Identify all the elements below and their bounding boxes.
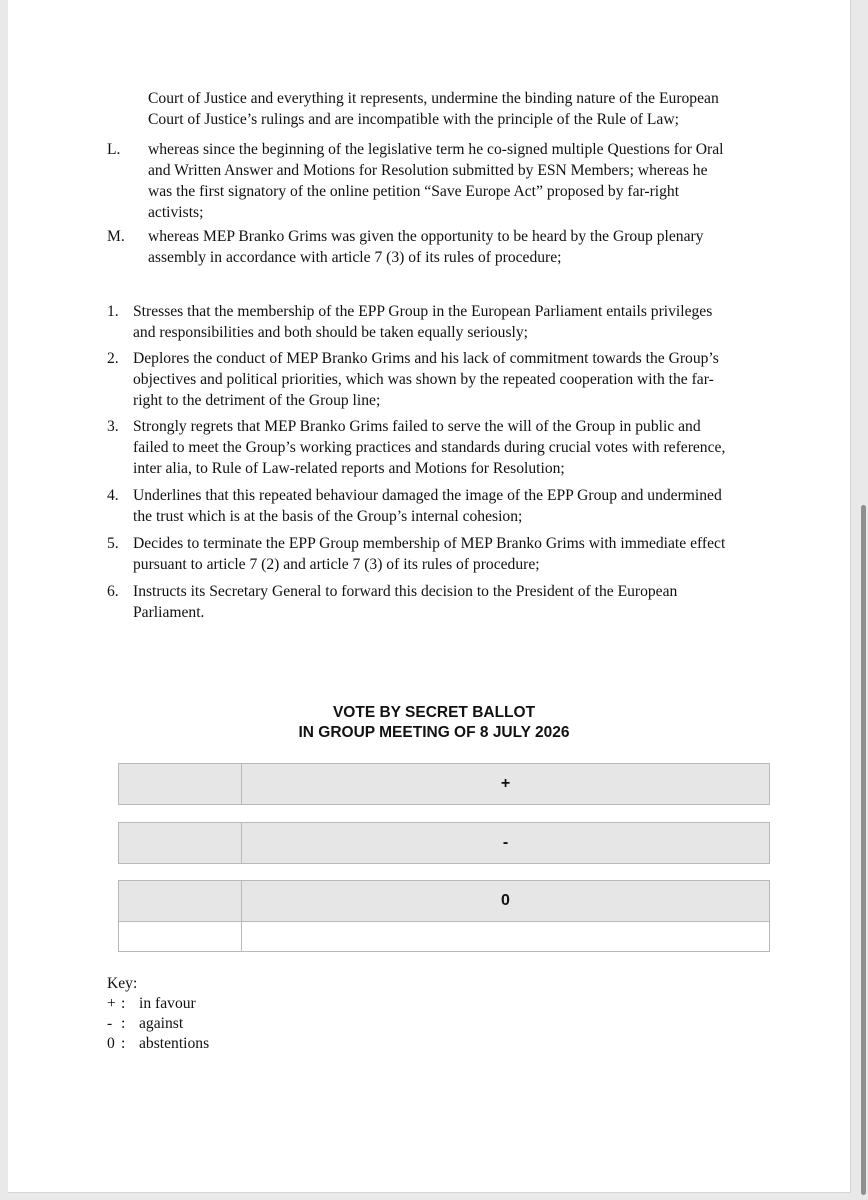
vote-count-cell [119,823,242,863]
recital-line: and Written Answer and Motions for Resolution submitted by ESN Members; whereas he [148,162,708,179]
paragraph-line: Parliament. [133,604,205,621]
blank-cell [119,922,242,951]
vote-title [0,703,868,743]
recital-line: was the first signatory of the online petition “Save Europe Act” proposed by far-right [148,183,680,200]
vote-row [119,764,769,804]
vote-symbol-minus: - [502,834,509,851]
recital-line: whereas since the beginning of the legislative term he co-signed multiple Questions for Oral [148,141,724,158]
paragraph-number: 4. [107,487,119,504]
recital-line: assembly in accordance with article 7 (3) of its rules of procedure; [148,249,562,266]
vote-count-cell [119,764,242,804]
key-heading: Key: [107,975,138,992]
key-entry [107,1014,209,1034]
paragraph-line: Stresses that the membership of the EPP Group in the European Parliament entails privileges [133,303,713,320]
key-meaning: abstentions [139,1035,210,1052]
key-separator: : [121,995,126,1012]
paragraph-number: 2. [107,350,119,367]
key-separator: : [121,1015,126,1032]
key-symbol: 0 [107,1035,115,1052]
continuation-paragraph [148,88,780,130]
vote-symbol-plus: + [500,775,511,792]
recital-line: activists; [148,204,204,221]
paragraph-line: inter alia, to Rule of Law-related reports and Motions for Resolution; [133,460,565,477]
paragraph-line: Strongly regrets that MEP Branko Grims failed to serve the will of the Group in public and [133,418,701,435]
vote-blank-row [119,921,769,951]
key-symbol: - [107,1015,113,1032]
vote-table-against [118,822,770,864]
continuation-line: Court of Justice and everything it represents, undermine the binding nature of the European [148,90,719,107]
paragraph-number: 6. [107,583,119,600]
paragraph-line: Underlines that this repeated behaviour damaged the image of the EPP Group and undermined [133,487,722,504]
paragraph-line: Decides to terminate the EPP Group membership of MEP Branko Grims with immediate effect [133,535,726,552]
vote-symbol-zero: 0 [501,892,510,909]
vote-key [107,974,209,1054]
key-entry [107,1034,209,1054]
paragraph-number: 1. [107,303,119,320]
paragraph-line: pursuant to article 7 (2) and article 7 (3) of its rules of procedure; [133,556,540,573]
paragraph-line: objectives and political priorities, which was shown by the repeated cooperation with the far- [133,371,714,388]
key-separator: : [121,1035,126,1052]
paragraph-line: the trust which is at the basis of the Group’s internal cohesion; [133,508,523,525]
recital-marker: L. [107,141,121,158]
key-symbol: + [107,995,116,1012]
key-meaning: against [139,1015,184,1032]
paragraph-line: right to the detriment of the Group line; [133,392,381,409]
vote-row [119,881,769,921]
key-meaning: in favour [139,995,196,1012]
recital-line: whereas MEP Branko Grims was given the opportunity to be heard by the Group plenary [148,228,704,245]
vote-row [119,823,769,863]
vote-table-in-favour [118,763,770,805]
paragraph-number: 3. [107,418,119,435]
paragraph-line: failed to meet the Group’s working practices and standards during crucial votes with reference, [133,439,726,456]
continuation-line: Court of Justice’s rulings and are incompatible with the principle of the Rule of Law; [148,111,679,128]
vote-table-abstentions [118,880,770,952]
vote-title-line-2: IN GROUP MEETING OF 8 JULY 2026 [298,724,570,741]
paragraph-line: Deplores the conduct of MEP Branko Grims and his lack of commitment towards the Group’s [133,350,719,367]
recital-marker: M. [107,228,125,245]
vertical-scrollbar[interactable] [861,505,866,1195]
paragraph-line: and responsibilities and both should be taken equally seriously; [133,324,528,341]
vote-count-cell [119,881,242,921]
paragraph-line: Instructs its Secretary General to forward this decision to the President of the European [133,583,678,600]
paragraph-number: 5. [107,535,119,552]
vote-title-line-1: VOTE BY SECRET BALLOT [332,704,536,721]
key-entry [107,994,209,1014]
